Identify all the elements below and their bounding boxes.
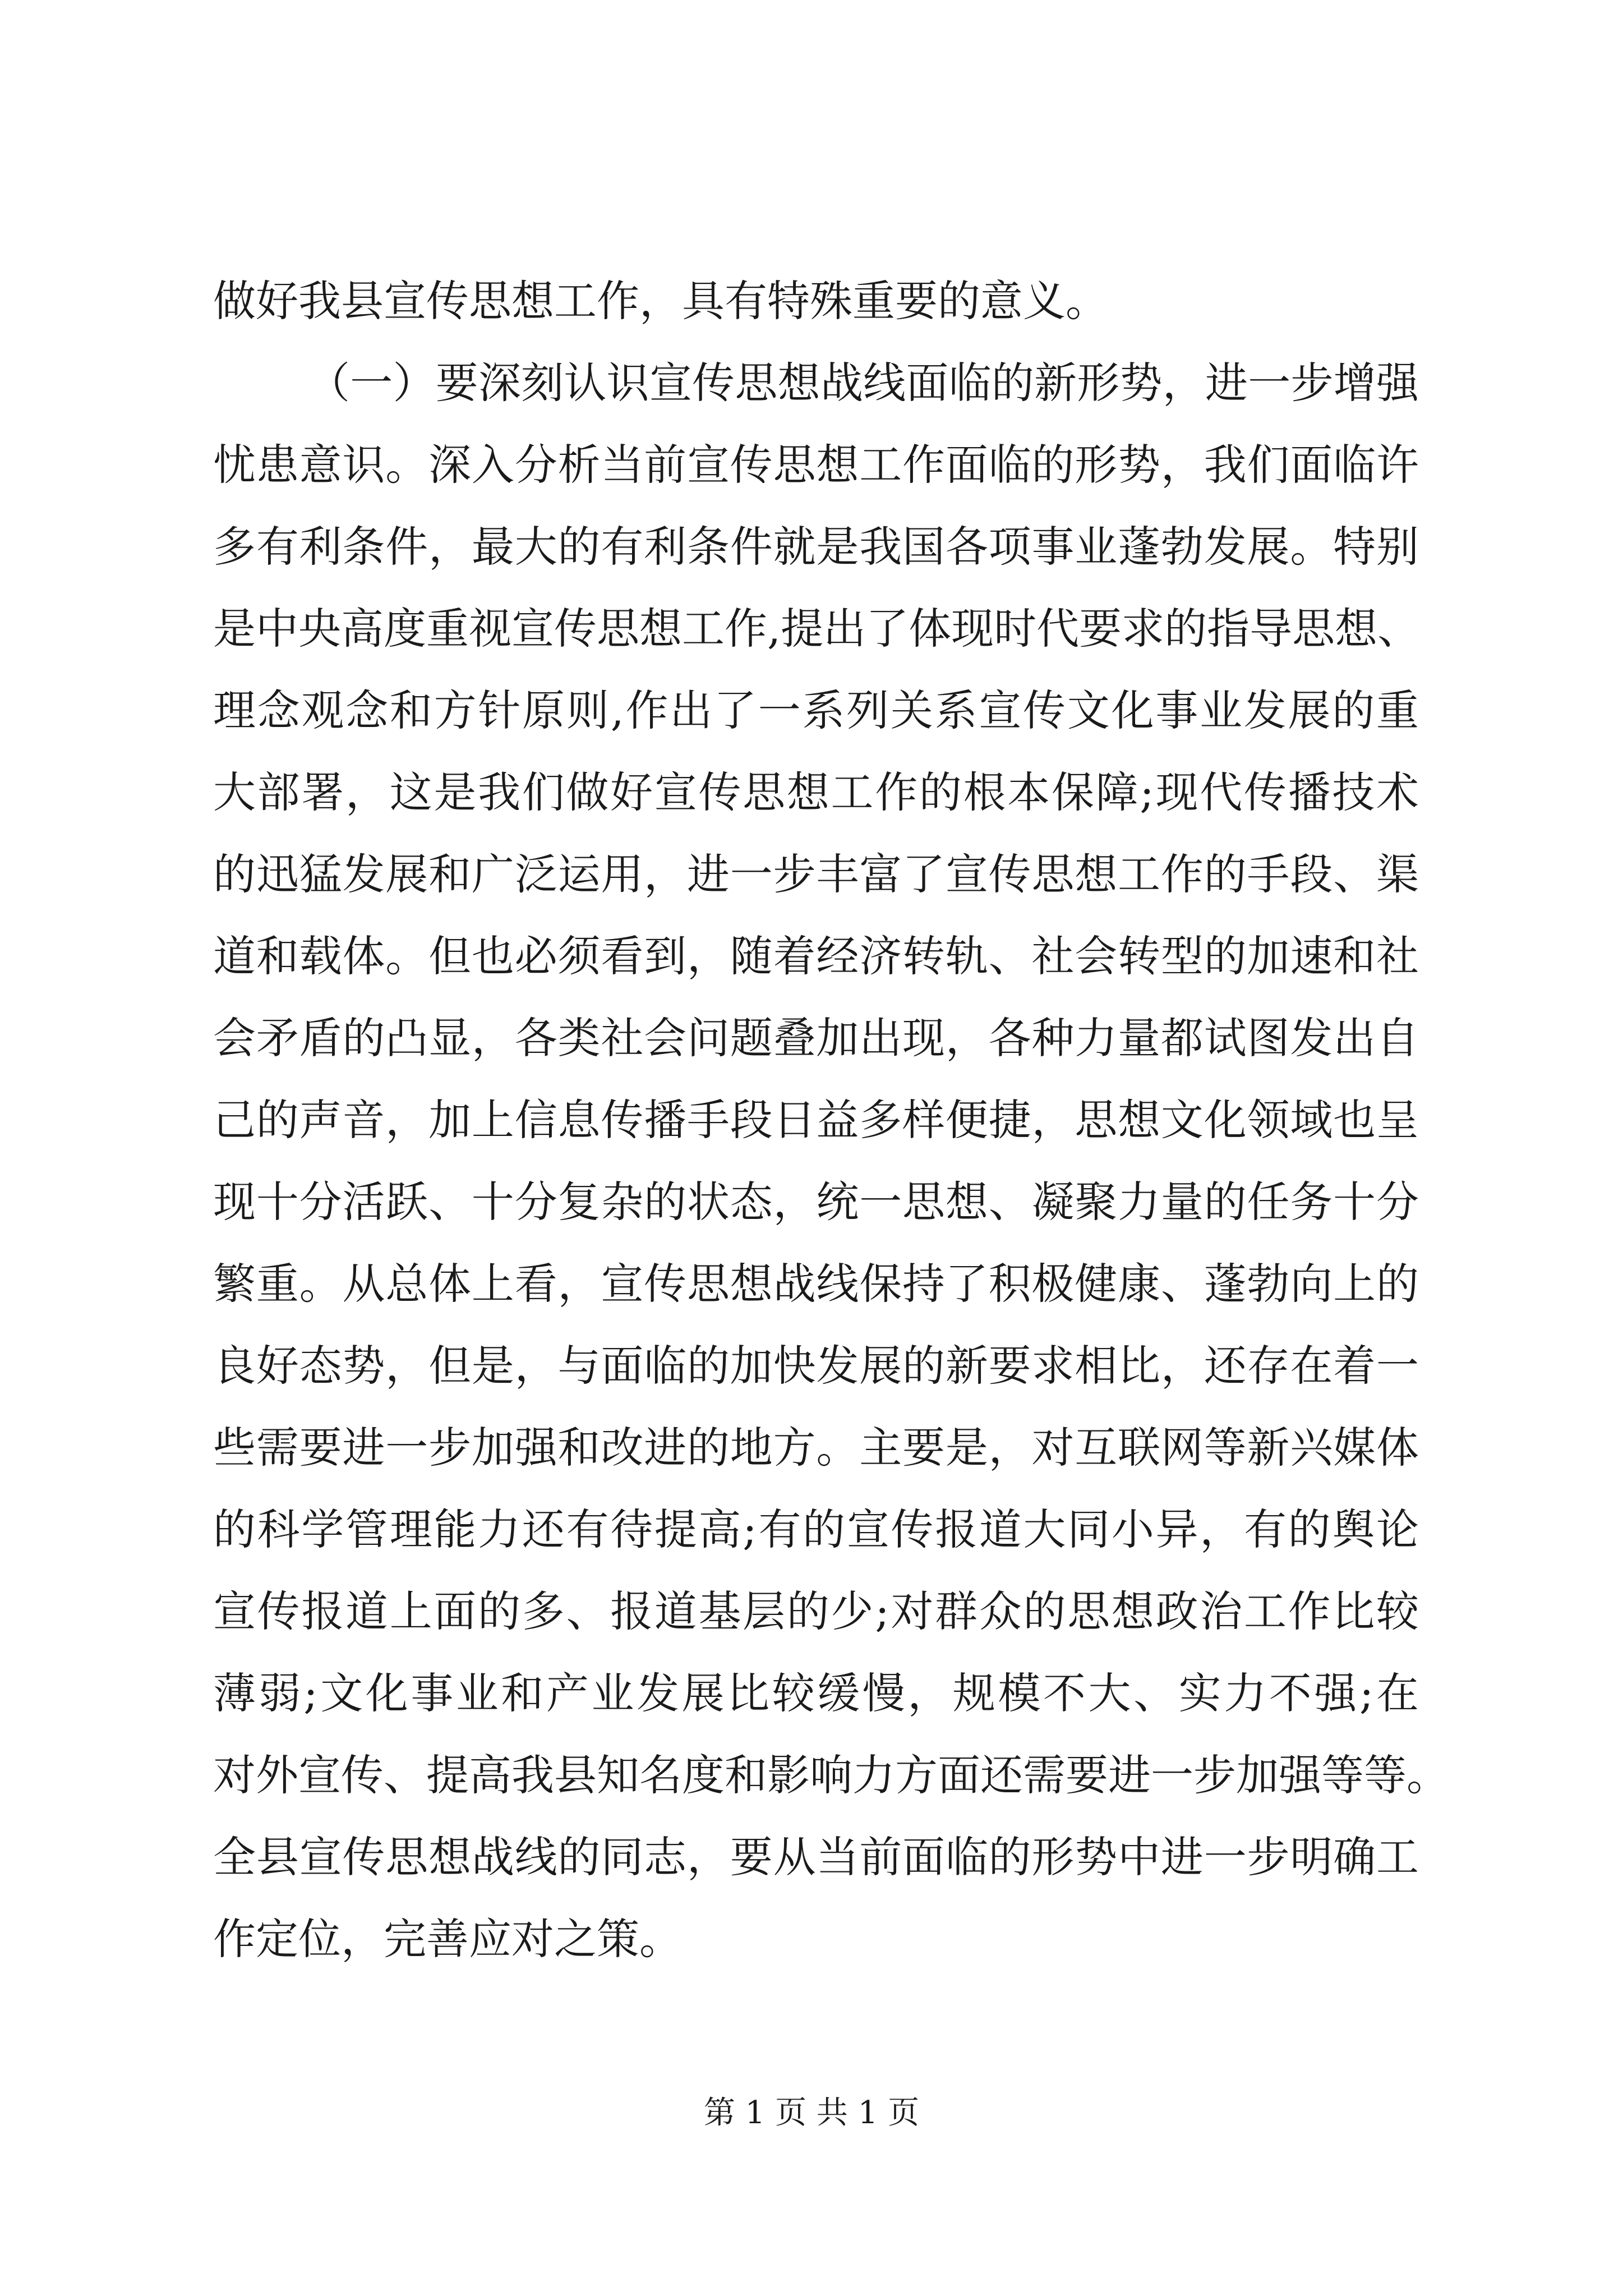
text-line: 宣传报道上面的多、报道基层的少;对群众的思想政治工作比较	[213, 1586, 1419, 1636]
text-line: 是中央高度重视宣传思想工作,提出了体现时代要求的指导思想、	[213, 604, 1421, 654]
text-line: 忧患意识。深入分析当前宣传思想工作面临的形势，我们面临许	[213, 440, 1419, 490]
text-line: 多有利条件，最大的有利条件就是我国各项事业蓬勃发展。特别	[213, 522, 1419, 572]
text-line: 的科学管理能力还有待提高;有的宣传报道大同小异，有的舆论	[213, 1504, 1419, 1554]
text-line: 现十分活跃、十分复杂的状态，统一思想、凝聚力量的任务十分	[213, 1177, 1419, 1227]
text-line: 的迅猛发展和广泛运用，进一步丰富了宣传思想工作的手段、渠	[213, 849, 1419, 899]
text-line: 全县宣传思想战线的同志，要从当前面临的形势中进一步明确工	[213, 1832, 1419, 1882]
text-line: 己的声音，加上信息传播手段日益多样便捷，思想文化领域也呈	[213, 1095, 1419, 1145]
text-line: 大部署，这是我们做好宣传思想工作的根本保障;现代传播技术	[213, 767, 1419, 817]
text-line: 道和载体。但也必须看到，随着经济转轨、社会转型的加速和社	[213, 931, 1419, 981]
body-text	[213, 260, 1449, 1980]
paragraph-heading-line: （一）要深刻认识宣传思想战线面临的新形势，进一步增强	[307, 358, 1419, 408]
text-line: 良好态势，但是，与面临的加快发展的新要求相比，还存在着一	[213, 1341, 1419, 1391]
text-line: 会矛盾的凸显，各类社会问题叠加出现，各种力量都试图发出自	[213, 1013, 1419, 1063]
text-line: 对外宣传、提高我县知名度和影响力方面还需要进一步加强等等。	[213, 1750, 1449, 1800]
text-line: 繁重。从总体上看，宣传思想战线保持了积极健康、蓬勃向上的	[213, 1259, 1419, 1309]
text-line: 作定位，完善应对之策。	[213, 1914, 682, 1964]
page-number-footer: 第 1 页 共 1 页	[703, 2095, 920, 2131]
text-line: 薄弱;文化事业和产业发展比较缓慢，规模不大、实力不强;在	[213, 1668, 1419, 1718]
text-line: 理念观念和方针原则,作出了一系列关系宣传文化事业发展的重	[213, 685, 1419, 735]
text-line: 些需要进一步加强和改进的地方。主要是，对互联网等新兴媒体	[213, 1423, 1419, 1473]
text-line: 做好我县宣传思想工作，具有特殊重要的意义。	[213, 276, 1108, 326]
